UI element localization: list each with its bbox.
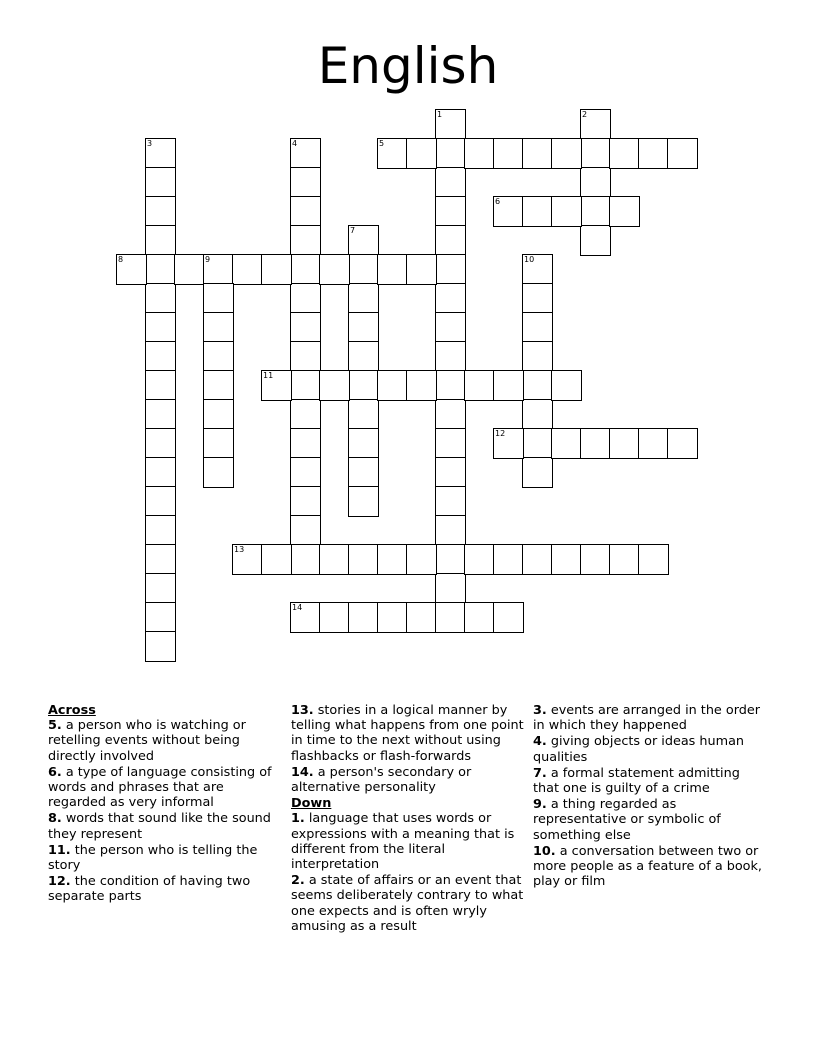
grid-cell[interactable] [522, 283, 553, 314]
clue-item [533, 766, 769, 796]
grid-cell[interactable] [145, 486, 176, 517]
grid-cell[interactable] [522, 312, 553, 343]
grid-cell[interactable] [522, 370, 553, 401]
clue-item-number: 9. [533, 797, 547, 813]
grid-cell[interactable] [290, 312, 321, 343]
grid-cell[interactable] [551, 428, 582, 459]
grid-cell[interactable] [232, 254, 263, 285]
grid-cell[interactable] [435, 399, 466, 430]
grid-cell[interactable] [348, 486, 379, 517]
grid-cell[interactable] [435, 544, 466, 575]
grid-cell[interactable] [580, 428, 611, 459]
grid-cell[interactable] [290, 341, 321, 372]
clue-item-number: 12. [48, 874, 71, 890]
grid-cell[interactable] [174, 254, 205, 285]
grid-cell[interactable] [464, 370, 495, 401]
grid-cell[interactable] [493, 138, 524, 169]
grid-cell[interactable] [145, 370, 176, 401]
grid-cell[interactable] [348, 341, 379, 372]
clue-item [533, 734, 769, 764]
grid-cell[interactable] [203, 457, 234, 488]
grid-cell[interactable] [493, 196, 524, 227]
grid-cell[interactable] [493, 544, 524, 575]
grid-cell[interactable] [464, 602, 495, 633]
grid-cell[interactable] [348, 283, 379, 314]
clue-number: 7 [350, 226, 356, 235]
clue-item-text: events are arranged in the order in which they happened [533, 703, 760, 734]
grid-cell[interactable] [319, 544, 350, 575]
grid-cell[interactable] [435, 283, 466, 314]
clue-item-text: the person who is telling the story [48, 842, 258, 874]
grid-cell[interactable] [145, 341, 176, 372]
grid-cell[interactable] [522, 399, 553, 430]
grid-cell[interactable] [290, 167, 321, 198]
grid-cell[interactable] [290, 225, 321, 256]
clue-number: 4 [292, 139, 298, 148]
grid-cell[interactable] [609, 196, 640, 227]
grid-cell[interactable] [638, 138, 669, 169]
clue-item-number: 11. [48, 842, 71, 858]
clue-number: 9 [205, 255, 211, 264]
grid-cell[interactable] [348, 428, 379, 459]
grid-cell[interactable] [145, 138, 176, 169]
grid-cell[interactable] [116, 254, 147, 285]
grid-cell[interactable] [203, 428, 234, 459]
puzzle-title: English [317, 37, 499, 95]
grid-cell[interactable] [406, 370, 437, 401]
down-heading: Down [291, 796, 332, 812]
clue-item-number: 6. [48, 764, 62, 780]
grid-cell[interactable] [290, 486, 321, 517]
grid-cell[interactable] [290, 196, 321, 227]
grid-cell[interactable] [348, 225, 379, 256]
grid-cell[interactable] [145, 196, 176, 227]
grid-cell[interactable] [377, 370, 408, 401]
clue-item [291, 703, 525, 764]
clue-item-number: 7. [533, 765, 547, 781]
clue-item-number: 13. [291, 703, 314, 718]
clue-item-number: 1. [291, 811, 305, 827]
grid-cell[interactable] [522, 196, 553, 227]
clue-item-number: 10. [533, 843, 556, 859]
grid-cell[interactable] [493, 428, 524, 459]
grid-cell[interactable] [435, 312, 466, 343]
clue-item [48, 718, 280, 764]
grid-cell[interactable] [609, 544, 640, 575]
clues-column-1 [48, 703, 280, 906]
clue-item-number: 2. [291, 873, 305, 889]
clue-item-text: a state of affairs or an event that seems deliberately contrary to what one expects and is often wryly amusing as a result [291, 873, 524, 934]
clue-item [48, 811, 280, 841]
grid-cell[interactable] [319, 254, 350, 285]
grid-cell[interactable] [609, 428, 640, 459]
grid-cell[interactable] [203, 283, 234, 314]
grid-cell[interactable] [522, 254, 553, 285]
grid-cell[interactable] [638, 544, 669, 575]
grid-cell[interactable] [145, 573, 176, 604]
grid-cell[interactable] [522, 341, 553, 372]
grid-cell[interactable] [290, 399, 321, 430]
grid-cell[interactable] [406, 254, 437, 285]
grid-cell[interactable] [203, 341, 234, 372]
grid-cell[interactable] [435, 225, 466, 256]
clue-item-text: a conversation between two or more people as a feature of a book, play or film [533, 843, 762, 890]
grid-cell[interactable] [348, 370, 379, 401]
grid-cell[interactable] [580, 544, 611, 575]
grid-cell[interactable] [435, 428, 466, 459]
clue-item [291, 811, 525, 872]
clue-item-text: a formal statement admitting that one is guilty of a crime [533, 765, 740, 797]
clue-item-number: 5. [48, 718, 62, 734]
clues-column-3 [533, 703, 769, 890]
grid-cell[interactable] [348, 544, 379, 575]
clue-number: 3 [147, 139, 153, 148]
grid-cell[interactable] [145, 428, 176, 459]
grid-cell[interactable] [435, 370, 466, 401]
clue-item-text: a thing regarded as representative or symbolic of something else [533, 797, 721, 843]
grid-cell[interactable] [145, 283, 176, 314]
clue-item-text: a person's secondary or alternative personality [291, 764, 472, 796]
grid-cell[interactable] [435, 602, 466, 633]
grid-cell[interactable] [580, 196, 611, 227]
grid-cell[interactable] [348, 399, 379, 430]
grid-cell[interactable] [203, 399, 234, 430]
grid-cell[interactable] [551, 370, 582, 401]
grid-cell[interactable] [290, 457, 321, 488]
clue-item [533, 703, 769, 733]
clue-item [533, 797, 769, 843]
clue-item [48, 843, 280, 873]
grid-cell[interactable] [290, 428, 321, 459]
grid-cell[interactable] [435, 573, 466, 604]
grid-cell[interactable] [348, 254, 379, 285]
grid-cell[interactable] [435, 515, 466, 546]
grid-cell[interactable] [522, 138, 553, 169]
grid-cell[interactable] [551, 544, 582, 575]
clue-number: 5 [379, 139, 385, 148]
grid-cell[interactable] [348, 312, 379, 343]
grid-cell[interactable] [145, 167, 176, 198]
clue-item-text: stories in a logical manner by telling what happens from one point in time to the next without using flashbacks or flash-forwards [291, 703, 524, 764]
clue-item [48, 874, 280, 904]
clue-item-text: a person who is watching or retelling events without being directly involved [48, 718, 246, 764]
grid-cell[interactable] [145, 312, 176, 343]
grid-cell[interactable] [290, 254, 321, 285]
grid-cell[interactable] [377, 254, 408, 285]
grid-cell[interactable] [522, 544, 553, 575]
clue-item-text: the condition of having two separate parts [48, 874, 251, 905]
grid-cell[interactable] [290, 283, 321, 314]
clue-item-text: words that sound like the sound they represent [48, 811, 271, 842]
grid-cell[interactable] [261, 254, 292, 285]
clue-item-number: 8. [48, 811, 62, 827]
grid-cell[interactable] [435, 486, 466, 517]
clue-item-text: language that uses words or expressions with a meaning that is different from the literal interpretation [291, 811, 515, 873]
clue-number: 8 [118, 255, 124, 264]
grid-cell[interactable] [377, 138, 408, 169]
grid-cell[interactable] [580, 109, 611, 140]
grid-cell[interactable] [580, 138, 611, 169]
clue-number: 12 [495, 429, 506, 438]
grid-cell[interactable] [145, 544, 176, 575]
grid-cell[interactable] [493, 602, 524, 633]
grid-cell[interactable] [551, 196, 582, 227]
grid-cell[interactable] [377, 602, 408, 633]
grid-cell[interactable] [203, 312, 234, 343]
clue-number: 14 [292, 603, 303, 612]
grid-cell[interactable] [551, 138, 582, 169]
grid-cell[interactable] [319, 370, 350, 401]
grid-cell[interactable] [348, 457, 379, 488]
grid-cell[interactable] [435, 196, 466, 227]
grid-cell[interactable] [522, 428, 553, 459]
clue-item-number: 4. [533, 734, 547, 750]
grid-cell[interactable] [493, 370, 524, 401]
grid-cell[interactable] [406, 138, 437, 169]
clue-number: 1 [437, 110, 443, 119]
grid-cell[interactable] [667, 138, 698, 169]
grid-cell[interactable] [145, 225, 176, 256]
grid-cell[interactable] [232, 544, 263, 575]
clue-item [291, 873, 525, 934]
grid-cell[interactable] [435, 254, 466, 285]
grid-cell[interactable] [290, 544, 321, 575]
grid-cell[interactable] [145, 457, 176, 488]
clue-item [291, 765, 525, 795]
grid-cell[interactable] [580, 225, 611, 256]
grid-cell[interactable] [290, 370, 321, 401]
grid-cell[interactable] [261, 370, 292, 401]
grid-cell[interactable] [319, 602, 350, 633]
grid-cell[interactable] [638, 428, 669, 459]
clue-item-text: giving objects or ideas human qualities [533, 734, 745, 765]
grid-cell[interactable] [435, 457, 466, 488]
grid-cell[interactable] [145, 515, 176, 546]
grid-cell[interactable] [464, 544, 495, 575]
grid-cell[interactable] [145, 399, 176, 430]
clue-number: 11 [263, 371, 274, 380]
grid-cell[interactable] [435, 138, 466, 169]
grid-cell[interactable] [290, 515, 321, 546]
grid-cell[interactable] [580, 167, 611, 198]
grid-cell[interactable] [290, 602, 321, 633]
clue-item-text: a type of language consisting of words and phrases that are regarded as very informal [48, 764, 272, 811]
grid-cell[interactable] [145, 631, 176, 662]
clue-item [533, 844, 769, 890]
grid-cell[interactable] [261, 544, 292, 575]
clue-item [48, 765, 280, 811]
grid-cell[interactable] [290, 138, 321, 169]
grid-cell[interactable] [203, 254, 234, 285]
grid-cell[interactable] [145, 254, 176, 285]
clue-number: 6 [495, 197, 501, 206]
clues-column-2 [291, 703, 525, 935]
clue-number: 2 [582, 110, 588, 119]
grid-cell[interactable] [435, 109, 466, 140]
across-heading: Across [48, 703, 96, 718]
grid-cell[interactable] [377, 544, 408, 575]
clue-number: 13 [234, 545, 245, 554]
grid-cell[interactable] [348, 602, 379, 633]
grid-cell[interactable] [609, 138, 640, 169]
clue-item-number: 14. [291, 764, 314, 780]
grid-cell[interactable] [145, 602, 176, 633]
grid-cell[interactable] [406, 602, 437, 633]
grid-cell[interactable] [464, 138, 495, 169]
grid-cell[interactable] [522, 457, 553, 488]
grid-cell[interactable] [435, 341, 466, 372]
grid-cell[interactable] [667, 428, 698, 459]
clue-number: 10 [524, 255, 535, 264]
clue-item-number: 3. [533, 703, 547, 718]
grid-cell[interactable] [435, 167, 466, 198]
grid-cell[interactable] [203, 370, 234, 401]
grid-cell[interactable] [406, 544, 437, 575]
